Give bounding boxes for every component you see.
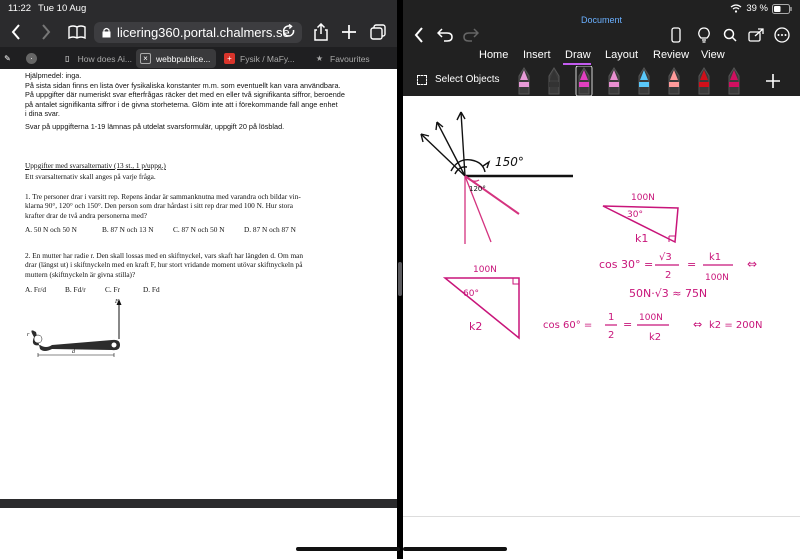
question-1 — [25, 192, 370, 220]
redo-icon — [463, 28, 479, 42]
safari-bottom-bar — [0, 499, 397, 508]
add-pen-icon[interactable] — [766, 74, 780, 88]
select-icon — [417, 75, 427, 85]
home-indicator-left — [296, 547, 400, 551]
pen-3[interactable] — [609, 68, 619, 94]
tab-bar — [0, 47, 397, 69]
tab-blank[interactable] — [26, 49, 52, 68]
plus-icon — [342, 25, 356, 39]
pen-palette — [511, 66, 791, 96]
pen-0[interactable] — [519, 68, 529, 94]
status-time: 11:22 — [8, 3, 32, 14]
tab-insert[interactable]: Insert — [523, 49, 551, 61]
q1-line: krafter drar de två andra personerna med? — [25, 210, 147, 220]
share-icon — [748, 28, 764, 42]
tab-fysik[interactable] — [222, 49, 302, 68]
plus-box-icon: + — [224, 53, 235, 64]
intro-line: på antalet signifikanta siffror i de givna storheterna. Glöm inte att i förekommande fall ange enhet — [25, 99, 338, 109]
wifi-icon — [730, 4, 742, 13]
status-bar — [0, 0, 397, 17]
tab-view[interactable]: View — [701, 49, 725, 61]
eq1-left: cos 30° = — [599, 258, 654, 271]
split-handle[interactable] — [398, 262, 402, 296]
chevron-right-icon — [41, 24, 51, 40]
more-button[interactable] — [773, 24, 791, 46]
canvas-bottom-edge — [403, 516, 800, 517]
q2-option-b: B. Fd/r — [65, 285, 86, 294]
select-objects-label: Select Objects — [435, 74, 500, 85]
tab-how-does-ai[interactable] — [62, 49, 132, 68]
circle-icon: · — [26, 53, 37, 64]
q2-line: 2. En mutter har radie r. Den skall lossas med en skiftnyckel, vars skaft har längden d. Om man — [25, 251, 304, 260]
lock-icon — [102, 27, 111, 38]
equation-1 — [599, 252, 757, 283]
q2-option-d: D. Fd — [143, 285, 160, 294]
ribbon-tabs — [403, 49, 800, 64]
radius-label: r — [27, 332, 30, 338]
force-label: F — [115, 299, 119, 305]
chevron-left-icon — [414, 27, 424, 43]
q1-option-d: D. 87 N och 87 N — [244, 225, 296, 234]
q1-option-c: C. 87 N och 50 N — [173, 225, 225, 234]
close-icon[interactable]: × — [140, 53, 151, 64]
select-objects-button[interactable] — [417, 74, 499, 85]
onenote-pane — [403, 0, 800, 559]
share-button[interactable] — [310, 17, 332, 47]
note-canvas[interactable] — [403, 96, 800, 516]
tab-draw[interactable]: Draw — [565, 49, 591, 61]
angle-label-small: 120° — [469, 185, 486, 193]
document-title[interactable]: Document — [580, 15, 623, 25]
tabs-overview-button[interactable] — [366, 17, 390, 47]
edit-icon: ✎ — [4, 54, 11, 63]
eq3-left: cos 60° = — [543, 320, 593, 331]
eq1-frac2-den: 100N — [705, 273, 729, 283]
tabs-icon — [370, 24, 386, 40]
forward-button[interactable] — [36, 17, 56, 47]
q2-line: muttern (skiftnyckeln är givna stilla)? — [25, 269, 136, 279]
tab-review[interactable]: Review — [653, 49, 690, 61]
new-tab-button[interactable] — [338, 17, 360, 47]
device-mode-button[interactable] — [667, 24, 685, 46]
search-button[interactable] — [721, 24, 739, 46]
search-icon — [723, 28, 737, 42]
draw-tools — [403, 66, 800, 96]
tri2-hypotenuse: 100N — [473, 265, 497, 275]
tab-label: Favourites — [330, 53, 370, 64]
ink-layer — [403, 96, 800, 516]
eq1-eq: = — [687, 258, 697, 271]
wrench-figure — [22, 297, 132, 363]
more-icon — [774, 27, 790, 43]
eq1-frac1-num: √3 — [659, 252, 672, 263]
angle-label-150: 150° — [495, 155, 524, 169]
tab-favourites[interactable] — [312, 49, 392, 68]
exam-document — [0, 69, 397, 499]
back-button[interactable] — [6, 17, 26, 47]
eq3-result: k2 = 200N — [709, 320, 763, 331]
eq1-frac1-den: 2 — [665, 270, 672, 281]
book-icon: ▯ — [65, 54, 70, 63]
pen-2[interactable] — [579, 68, 589, 94]
safari-toolbar — [0, 17, 397, 47]
intro-line: Svar på uppgifterna 1-19 lämnas på utdelat svarsformulär, uppgift 20 på lösblad. — [25, 121, 285, 131]
pen-6[interactable] — [699, 68, 709, 94]
length-label: d — [72, 349, 75, 355]
reload-icon[interactable] — [282, 24, 296, 41]
intro-line: Hjälpmedel: inga. — [25, 71, 82, 80]
address-bar[interactable] — [94, 22, 302, 43]
active-tab-indicator — [563, 63, 591, 65]
battery-percent: 39 % — [746, 3, 768, 14]
chevron-left-icon — [11, 24, 21, 40]
book-icon — [68, 25, 86, 39]
star-icon: ★ — [315, 54, 324, 63]
tab-label: webbpublice... — [156, 53, 211, 64]
q2-options — [25, 285, 370, 294]
intro-line: i dina svar. — [25, 109, 60, 119]
status-date: Tue 10 Aug — [38, 3, 87, 14]
question-2 — [25, 251, 370, 279]
tab-label: How does Ai... — [77, 53, 132, 64]
status-right — [730, 3, 792, 14]
share-icon — [314, 23, 328, 41]
redo-button[interactable] — [461, 24, 481, 46]
tab-layout[interactable]: Layout — [605, 49, 639, 61]
pen-4[interactable] — [639, 68, 649, 94]
url-text: licering360.portal.chalmers.se — [117, 25, 290, 40]
q1-option-b: B. 87 N och 13 N — [102, 225, 154, 234]
tri1-hypotenuse: 100N — [631, 193, 655, 203]
eq1-frac2-num: k1 — [709, 252, 722, 263]
safari-bottom-area — [0, 508, 397, 559]
q2-option-a: A. Fr/d — [25, 285, 47, 294]
home-indicator-right — [403, 547, 507, 551]
q1-line: 1. Tre personer drar i varsitt rep. Repens ändar är sammanknutna med varandra och bildar vin- — [25, 192, 301, 201]
eq3-frac1-den: 2 — [608, 330, 615, 341]
intro-line: På sista sidan finns en lista över fysikaliska konstanter m.m. som eventuellt kan vara användbara. — [25, 80, 341, 90]
section-subtitle: Ett svarsalternativ skall anges på varje fråga. — [25, 172, 156, 181]
undo-icon — [437, 28, 453, 42]
exam-intro — [25, 71, 370, 132]
back-button[interactable] — [411, 24, 427, 46]
onenote-header — [403, 0, 800, 96]
eq3-arrow: ⇔ — [693, 318, 703, 331]
tri1-angle: 30° — [627, 210, 643, 220]
eq3-eq: = — [623, 318, 633, 331]
section-title: Uppgifter med svarsalternativ (13 st., 1 p/uppg.) — [25, 161, 166, 170]
tri1-leg: k1 — [635, 232, 649, 245]
q2-line: drar (längst ut) i skiftnyckeln med en kraft F, hur stort vridande moment utövar skiftnyckeln på — [25, 260, 303, 270]
tri2-angle: 60° — [463, 289, 479, 299]
q1-option-a: A. 50 N och 50 N — [25, 225, 77, 234]
undo-button[interactable] — [435, 24, 455, 46]
pen-7[interactable] — [729, 68, 739, 94]
ideas-button[interactable] — [695, 24, 713, 46]
tab-home[interactable]: Home — [479, 49, 509, 61]
lightbulb-icon — [698, 27, 710, 43]
tab-edit[interactable] — [2, 49, 18, 68]
eq3-frac2-den: k2 — [649, 332, 662, 343]
eq1-arrow: ⇔ — [747, 257, 758, 271]
bookmarks-button[interactable] — [66, 17, 88, 47]
eq3-frac1-num: 1 — [608, 312, 615, 323]
intro-line: På uppgifter där numeriskt svar efterfrågas räcker det med en eller två signifikanta siffror, beroende — [25, 90, 345, 100]
q2-option-c: C. Fr — [105, 285, 121, 294]
phone-icon — [671, 27, 681, 43]
q1-options — [25, 225, 370, 234]
equation-2: 50N·√3 ≈ 75N — [629, 287, 708, 300]
eq3-frac2-num: 100N — [639, 313, 663, 323]
pen-1[interactable] — [549, 68, 559, 94]
tab-label: Fysik / MaFy... — [240, 53, 295, 64]
tri2-leg: k2 — [469, 320, 483, 333]
safari-pane — [0, 0, 397, 559]
tab-webbpublicering[interactable] — [136, 49, 216, 68]
q1-line: klarna 90°, 120° och 150°. Den person som drar hårdast i sitt rep drar med 100 N. Hur stora — [25, 201, 293, 211]
pen-5[interactable] — [669, 68, 679, 94]
share-button[interactable] — [747, 24, 765, 46]
battery-icon — [772, 4, 792, 14]
equation-3 — [543, 312, 762, 343]
